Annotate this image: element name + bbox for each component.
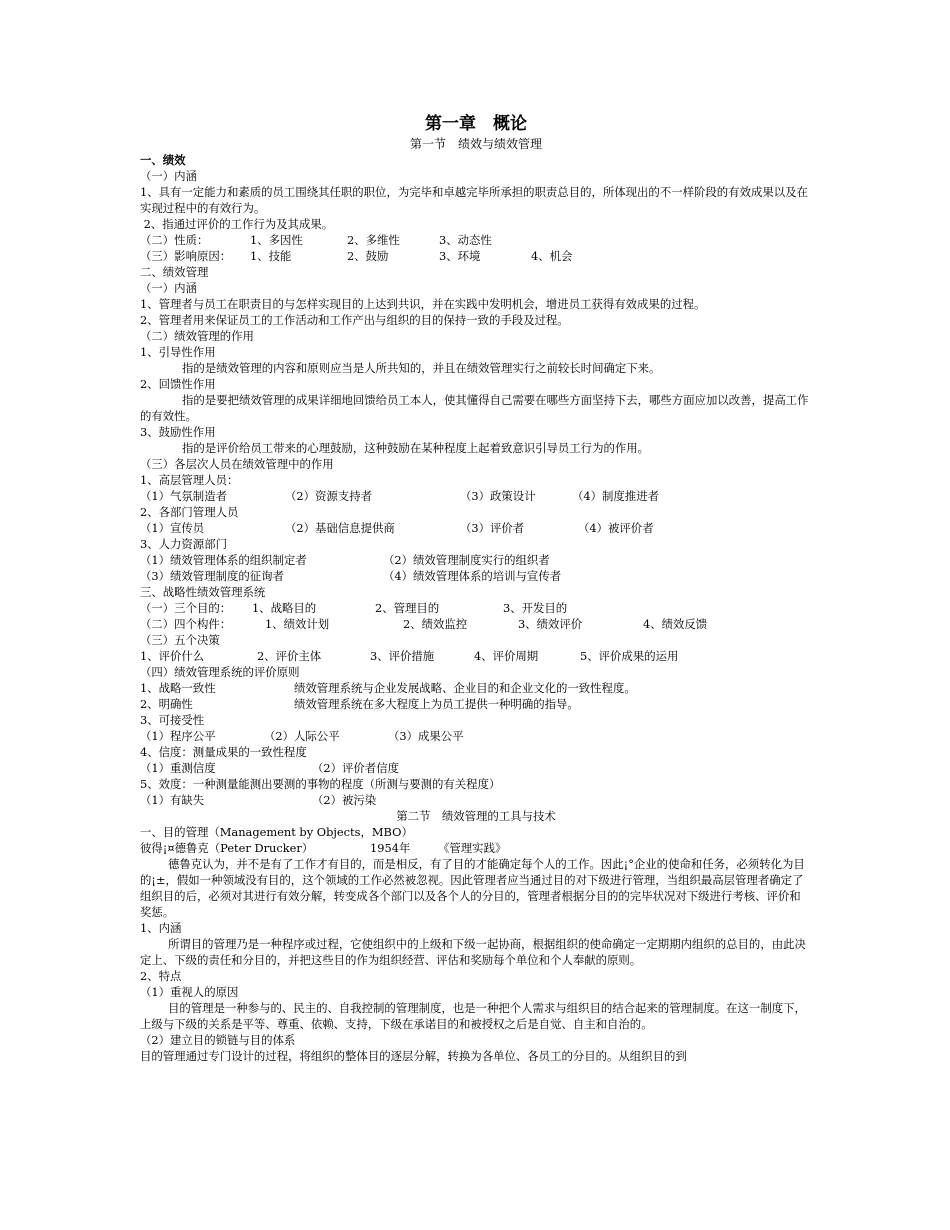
principle-row: 2、明确性 绩效管理系统在多大程度上为员工提供一种明确的指导。 — [140, 697, 579, 711]
item-heading: 2、各部门管理人员 — [140, 505, 239, 519]
document-page — [140, 112, 812, 1064]
roles-row: （1）绩效管理体系的组织制定者 （2）绩效管理制度实行的组织者 — [140, 553, 550, 567]
roles-row: （1）气氛制造者 （2）资源支持者 （3）政策设计 （4）制度推进者 — [140, 489, 659, 503]
paragraph: 指的是绩效管理的内容和原则应当是人所共知的，并且在绩效管理实行之前较长时间确定下来。 — [182, 361, 661, 375]
factors-row: （三）影响原因： 1、技能 2、鼓励 3、环境 4、机会 — [140, 249, 573, 263]
nature-row: （二）性质： 1、多因性 2、多维性 3、动态性 — [140, 233, 492, 247]
principle-row: 1、战略一致性 绩效管理系统与企业发展战略、企业目的和企业文化的一致性程度。 — [140, 681, 636, 695]
item-heading: 3、鼓励性作用 — [140, 425, 216, 439]
item-heading: 3、可接受性 — [140, 713, 205, 727]
paragraph: 2、指通过评价的工作行为及其成果。 — [140, 217, 334, 231]
paragraph: 指的是要把绩效管理的成果详细地回馈给员工本人，使其懂得自己需要在哪些方面坚持下去，哪些方面应加以改善，提高工作的有效性。 — [140, 393, 809, 423]
item-heading: 4、信度：测量成果的一致性程度 — [140, 745, 307, 759]
roles-row: （1）宣传员 （2）基础信息提供商 （3）评价者 （4）被评价者 — [140, 521, 654, 535]
item-heading: 3、人力资源部门 — [140, 537, 227, 551]
validity-row: （1）有缺失 （2）被污染 — [140, 793, 377, 807]
item-heading: 5、效度：一种测量能测出要测的事物的程度（所测与要测的有关程度） — [140, 777, 501, 791]
item-heading: 1、内涵 — [140, 921, 182, 935]
subheading: （一）内涵 — [140, 281, 197, 295]
fairness-row: （1）程序公平 （2）人际公平 （3）成果公平 — [140, 729, 464, 743]
paragraph: 德鲁克认为，并不是有了工作才有目的，而是相反，有了目的才能确定每个人的工作。因此¡°企业的使命和任务，必须转化为目的¡±，假如一种领域没有目的，这个领域的工作必然被忽视。因此管理者应当通过目的对下级进行管理，当组织最高层管理者确定了组织目的后，必须对其进行有效分解，转变成各个部门以及各个人的分目的，管理者根据分目的的完毕状况对下级进行考核、评价和奖惩。 — [140, 857, 805, 919]
paragraph: 1、管理者与员工在职责目的与怎样实现目的上达到共识，并在实践中发明机会，增进员工获得有效成果的过程。 — [140, 297, 706, 311]
item-heading: 2、特点 — [140, 969, 182, 983]
roles-row: （3）绩效管理制度的征询者 （4）绩效管理体系的培训与宣传者 — [140, 569, 562, 583]
heading-performance: 一、绩效 — [140, 153, 186, 167]
reliability-row: （1）重测信度 （2）评价者信度 — [140, 761, 399, 775]
item-heading: 1、引导性作用 — [140, 345, 216, 359]
decisions-row: 1、评价什么 2、评价主体 3、评价措施 4、评价周期 5、评价成果的运用 — [140, 649, 679, 663]
subheading: （二）绩效管理的作用 — [140, 329, 254, 343]
chapter-title: 第一章 概论 — [425, 114, 527, 134]
section-title-1: 第一节 绩效与绩效管理 — [409, 137, 542, 151]
paragraph: 2、管理者用来保证员工的工作活动和工作产出与组织的目的保持一致的手段及过程。 — [140, 313, 569, 327]
paragraph: 所谓目的管理乃是一种程序或过程，它使组织中的上级和下级一起协商，根据组织的使命确定一定期期内组织的总目的，由此决定上、下级的责任和分目的，并把这些目的作为组织经营、评估和奖励每个单位和个人奉献的原则。 — [140, 937, 806, 967]
paragraph: 目的管理是一种参与的、民主的、自我控制的管理制度，也是一种把个人需求与组织目的结合起来的管理制度。在这一制度下，上级与下级的关系是平等、尊重、依赖、支持，下级在承诺目的和被授权之后是自觉、自主和自治的。 — [140, 1001, 806, 1031]
heading-performance-management: 二、绩效管理 — [140, 265, 209, 279]
paragraph: 指的是评价给员工带来的心理鼓励，这种鼓励在某种程度上起着致意识引导员工行为的作用。 — [182, 441, 650, 455]
paragraph: 目的管理通过专门设计的过程，将组织的整体目的逐层分解，转换为各单位、各员工的分目的。从组织目的到 — [140, 1049, 687, 1063]
item-heading: 2、回馈性作用 — [140, 377, 216, 391]
subheading: （1）重视人的原因 — [140, 985, 239, 999]
subheading: （四）绩效管理系统的评价原则 — [140, 665, 300, 679]
subheading: （三）五个决策 — [140, 633, 220, 647]
paragraph: 1、具有一定能力和素质的员工围绕其任职的职位，为完毕和卓越完毕所承担的职责总目的，所体现出的不一样阶段的有效成果以及在实现过程中的有效行为。 — [140, 185, 808, 215]
section-title-2: 第二节 绩效管理的工具与技术 — [396, 809, 556, 823]
heading-mbo: 一、目的管理（Management by Objects，MBO） — [140, 825, 413, 839]
goals-row: （一）三个目的： 1、战略目的 2、管理目的 3、开发目的 — [140, 601, 568, 615]
item-heading: 1、高层管理人员： — [140, 473, 239, 487]
subheading: （一）内涵 — [140, 169, 197, 183]
heading-strategic-system: 三、战略性绩效管理系统 — [140, 585, 266, 599]
drucker-row: 彼得¡¤德鲁克（Peter Drucker） 1954年 《管理实践》 — [140, 841, 507, 855]
subheading: （三）各层次人员在绩效管理中的作用 — [140, 457, 334, 471]
subheading: （2）建立目的锁链与目的体系 — [140, 1033, 296, 1047]
components-row: （二）四个构件： 1、绩效计划 2、绩效监控 3、绩效评价 4、绩效反馈 — [140, 617, 708, 631]
